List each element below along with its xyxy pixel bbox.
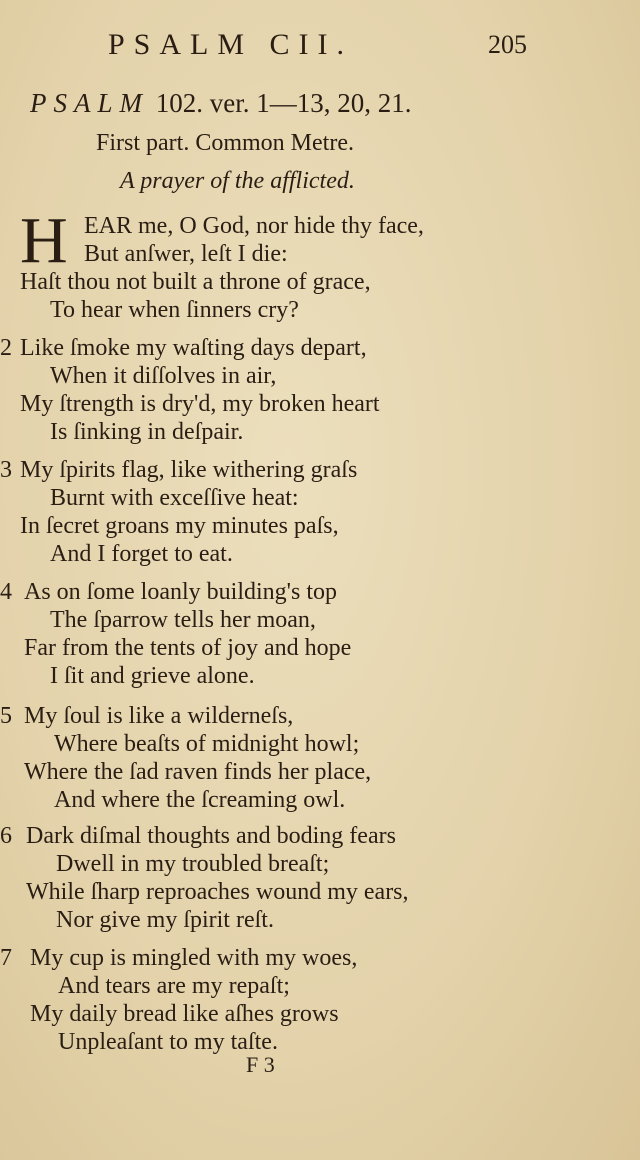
verse-line: While ſharp reproaches wound my ears,: [26, 879, 409, 905]
verse-line: Unpleaſant to my taſte.: [58, 1029, 278, 1055]
verse-line: But anſwer, leſt I die:: [84, 241, 288, 267]
verse-line: And I forget to eat.: [50, 541, 233, 567]
verse-number: 3: [0, 457, 12, 483]
verse-line: Far from the tents of joy and hope: [24, 635, 352, 661]
verse-line: Like ſmoke my waſting days depart,: [20, 335, 367, 361]
metre-subtitle: First part. Common Metre.: [96, 130, 354, 156]
verse-line: To hear when ſinners cry?: [50, 297, 299, 323]
verse-line: I ſit and grieve alone.: [50, 663, 255, 689]
verse-line: My daily bread like aſhes grows: [30, 1001, 339, 1027]
verse-number: 6: [0, 823, 12, 849]
verse-line: My ſoul is like a wilderneſs,: [24, 703, 294, 729]
psalm-title: [30, 88, 610, 119]
verse-line: Dark diſmal thoughts and boding fears: [26, 823, 396, 849]
verse-line: Is ſinking in deſpair.: [50, 419, 244, 445]
page-number: 205: [488, 30, 527, 59]
verse-line: In ſecret groans my minutes paſs,: [20, 513, 339, 539]
verse-line: The ſparrow tells her moan,: [50, 607, 316, 633]
verse-line: And where the ſcreaming owl.: [54, 787, 346, 813]
verse-line: My cup is mingled with my woes,: [30, 945, 358, 971]
verse-line: Where the ſad raven finds her place,: [24, 759, 372, 785]
verse-line: Haſt thou not built a throne of grace,: [20, 269, 371, 295]
verse-number: 5: [0, 703, 12, 729]
verse-line: As on ſome loanly building's top: [24, 579, 337, 605]
verse-line: My ſpirits flag, like withering graſs: [20, 457, 358, 483]
verse-line: Burnt with exceſſive heat:: [50, 485, 299, 511]
verse-line: EAR me, O God, nor hide thy face,: [84, 213, 424, 239]
signature-mark: F 3: [246, 1052, 275, 1077]
verse-line: Dwell in my troubled breaſt;: [56, 851, 330, 877]
drop-cap: H: [20, 204, 68, 277]
running-head: PSALM CII.: [108, 28, 354, 61]
verse-number: 2: [0, 335, 12, 361]
psalm-theme: A prayer of the afflicted.: [120, 168, 355, 194]
verse-line: When it diſſolves in air,: [50, 363, 277, 389]
verse-line: Nor give my ſpirit reſt.: [56, 907, 274, 933]
verse-number: 4: [0, 579, 12, 605]
verse-line: Where beaſts of midnight howl;: [54, 731, 360, 757]
verse-line: And tears are my repaſt;: [58, 973, 290, 999]
verse-line: My ſtrength is dry'd, my broken heart: [20, 391, 380, 417]
psalm-reference: 102. ver. 1—13, 20, 21.: [149, 88, 412, 118]
psalm-title-word: PSALM: [30, 88, 149, 118]
verse-number: 7: [0, 945, 12, 971]
